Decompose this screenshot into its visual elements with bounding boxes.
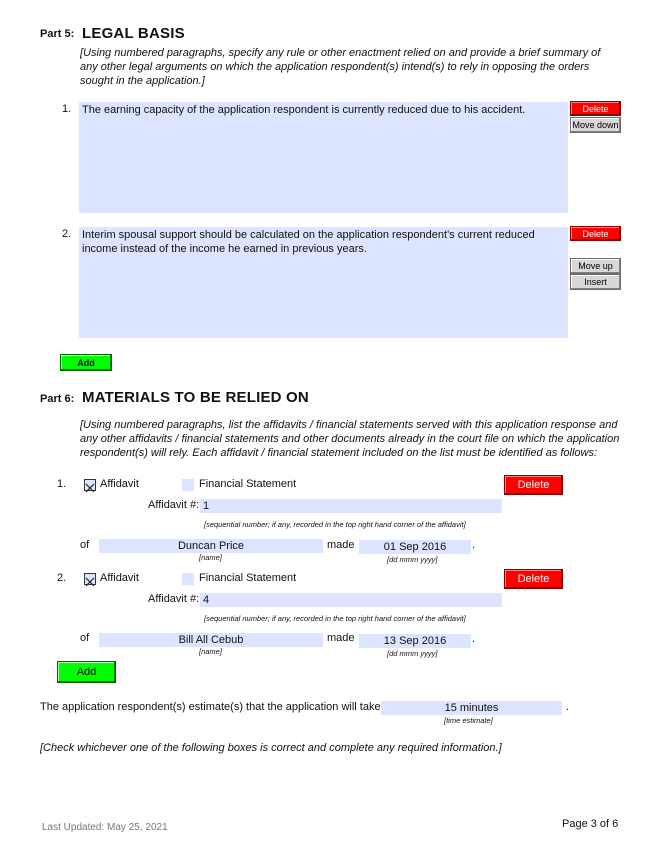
affidavit-label: Affidavit — [100, 572, 139, 584]
paragraph-number: 1. — [62, 103, 72, 115]
date-hint: [dd mmm yyyy] — [387, 555, 438, 564]
name-hint: [name] — [199, 553, 222, 562]
page-number: Page 3 of 6 — [562, 818, 619, 830]
delete-item-2-button[interactable]: Delete — [504, 569, 563, 589]
part5-label: Part 5: — [40, 28, 75, 40]
financial-statement-checkbox-2[interactable] — [182, 573, 194, 585]
date-value: 13 Sep 2016 — [383, 635, 447, 647]
move-up-paragraph-2-button[interactable]: Move up — [570, 258, 621, 274]
date-value: 01 Sep 2016 — [383, 541, 447, 553]
time-estimate-value: 15 minutes — [444, 702, 499, 714]
name-value: Duncan Price — [177, 540, 245, 552]
part5-title: LEGAL BASIS — [82, 25, 185, 42]
paragraph-text: Interim spousal support should be calculated on the application respondent's current reduced income instead of the income he earned in previous years. — [82, 229, 535, 255]
check-x-icon — [85, 483, 95, 493]
name-hint: [name] — [199, 647, 222, 656]
time-estimate-hint: [time estimate] — [444, 716, 493, 725]
paragraph-number: 2. — [62, 228, 72, 240]
name-field-1[interactable] — [99, 539, 323, 553]
affidavit-number-value: 4 — [203, 594, 210, 606]
affidavit-number-field-2[interactable] — [200, 593, 502, 607]
insert-paragraph-button[interactable]: Insert — [570, 274, 621, 290]
time-estimate-field[interactable] — [381, 701, 562, 715]
name-value: Bill All Cebub — [178, 634, 244, 646]
affidavit-number-label: Affidavit #: — [148, 593, 200, 605]
financial-statement-checkbox-1[interactable] — [182, 479, 194, 491]
date-field-1[interactable] — [359, 540, 471, 554]
move-down-paragraph-1-button[interactable]: Move down — [570, 117, 621, 133]
part6-title: MATERIALS TO BE RELIED ON — [82, 389, 309, 406]
estimate-text: The application respondent(s) estimate(s) that the application will take — [40, 701, 381, 713]
of-label: of — [80, 632, 90, 644]
made-label: made — [327, 539, 355, 551]
sequence-hint: [sequential number; if any, recorded in the top right hand corner of the affidavit] — [204, 614, 466, 623]
affidavit-label: Affidavit — [100, 478, 139, 490]
legal-basis-paragraph-1-textarea[interactable] — [79, 102, 568, 213]
add-material-button[interactable]: Add — [57, 661, 116, 683]
item-number: 1. — [57, 478, 67, 490]
financial-statement-label: Financial Statement — [199, 478, 297, 490]
affidavit-number-field-1[interactable] — [200, 499, 502, 513]
affidavit-checkbox-2[interactable] — [84, 573, 96, 585]
of-label: of — [80, 539, 90, 551]
part6-label: Part 6: — [40, 393, 75, 405]
delete-item-1-button[interactable]: Delete — [504, 475, 563, 495]
period: . — [472, 633, 476, 645]
delete-paragraph-2-button[interactable]: Delete — [570, 226, 621, 241]
name-field-2[interactable] — [99, 633, 323, 647]
period: . — [566, 701, 570, 713]
affidavit-checkbox-1[interactable] — [84, 479, 96, 491]
add-paragraph-button[interactable]: Add — [60, 354, 112, 371]
paragraph-text: The earning capacity of the application respondent is currently reduced due to his accident. — [82, 104, 526, 116]
affidavit-number-label: Affidavit #: — [148, 499, 200, 511]
part5-instruction: [Using numbered paragraphs, specify any rule or other enactment relied on and provide a brief summary of any other legal arguments on which the application respondent(s) intend(s) to rely in opposing the orders sought in the application.] — [80, 47, 601, 87]
affidavit-number-value: 1 — [203, 500, 210, 512]
check-instruction: [Check whichever one of the following boxes is correct and complete any required information.] — [40, 742, 502, 754]
date-hint: [dd mmm yyyy] — [387, 649, 438, 658]
financial-statement-label: Financial Statement — [199, 572, 297, 584]
made-label: made — [327, 632, 355, 644]
last-updated: Last Updated: May 25, 2021 — [42, 822, 168, 833]
legal-basis-paragraph-2-textarea[interactable] — [79, 227, 568, 338]
date-field-2[interactable] — [359, 634, 471, 648]
period: . — [472, 539, 476, 551]
part6-instruction: [Using numbered paragraphs, list the affidavits / financial statements served with this application response and any other affidavits / financial statements and other documents already in the court file on which the application respondent(s) will rely. Each affidavit / financial statement included on the list must be identified as follows: — [80, 419, 620, 459]
item-number: 2. — [57, 572, 67, 584]
sequence-hint: [sequential number; if any, recorded in the top right hand corner of the affidavit] — [204, 520, 466, 529]
delete-paragraph-1-button[interactable]: Delete — [570, 101, 621, 116]
check-x-icon — [85, 577, 95, 587]
